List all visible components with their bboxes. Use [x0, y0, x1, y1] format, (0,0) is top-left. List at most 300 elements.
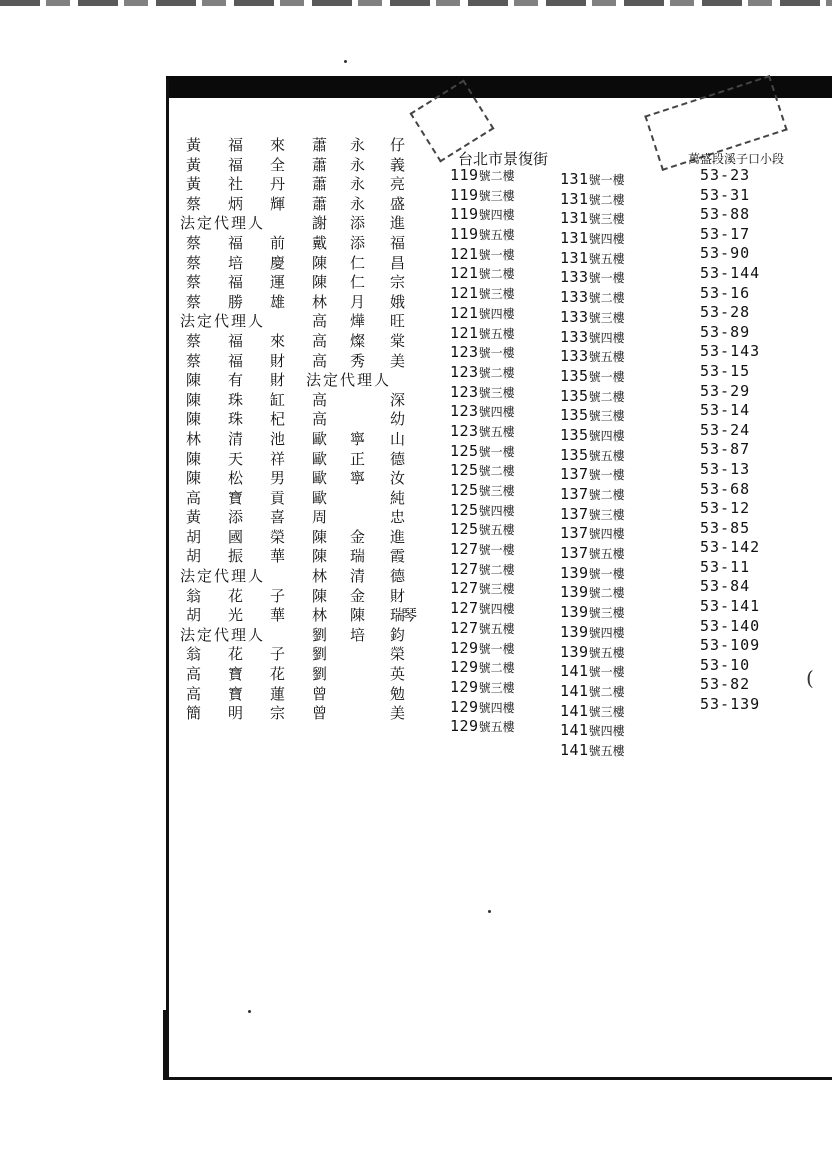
house-number: 127	[450, 559, 479, 578]
address-entry	[450, 402, 570, 422]
house-number: 133	[560, 347, 589, 366]
name-cell: 法定代理人	[180, 312, 266, 331]
floor-label: 號三樓	[478, 484, 515, 498]
name-cell: 貢	[270, 488, 286, 507]
house-number: 139	[560, 583, 589, 602]
name-cell: 永	[350, 175, 366, 194]
house-number: 121	[450, 264, 479, 283]
address-entry	[450, 540, 570, 560]
page-bottom-border	[166, 1077, 832, 1080]
address-entry	[560, 268, 680, 288]
lot-number: 53-143	[700, 342, 761, 361]
name-cell: 寧	[350, 429, 366, 448]
lot-number: 53-85	[700, 518, 751, 537]
address-entry	[560, 603, 680, 623]
name-cell: 花	[228, 645, 244, 664]
name-cell: 戴	[312, 233, 328, 252]
address-entry	[560, 564, 680, 584]
house-number: 139	[560, 622, 589, 641]
lot-number: 53-14	[700, 401, 751, 420]
name-cell: 歐	[312, 449, 328, 468]
lot-number: 53-142	[700, 538, 761, 557]
name-cell: 蕭	[312, 175, 328, 194]
scan-speck	[344, 60, 347, 63]
name-cell: 歐	[312, 469, 328, 488]
floor-label: 號二樓	[478, 169, 515, 183]
address-entry	[450, 264, 570, 284]
floor-label: 號一樓	[478, 543, 515, 558]
address-entry	[560, 328, 680, 348]
name-cell: 陳	[186, 410, 202, 429]
floor-label: 號五樓	[478, 228, 515, 243]
name-cell: 財	[390, 586, 406, 605]
name-cell: 雄	[270, 292, 286, 311]
address-entry	[450, 698, 570, 718]
house-number: 119	[450, 225, 479, 244]
name-cell: 胡	[186, 527, 202, 546]
lot-number: 53-144	[700, 263, 761, 282]
address-entry	[560, 170, 680, 190]
house-number: 129	[450, 697, 479, 716]
name-cell: 胡	[186, 606, 202, 625]
address-entry	[560, 209, 680, 229]
name-cell: 勉	[390, 684, 406, 703]
lot-number: 53-13	[700, 459, 751, 478]
name-cell: 黃	[186, 508, 202, 527]
name-cell: 運	[270, 273, 286, 292]
lot-number: 53-11	[700, 557, 751, 576]
name-cell: 陳	[312, 547, 328, 566]
house-number: 125	[450, 520, 479, 539]
name-cell: 振	[228, 547, 244, 566]
floor-label: 號二樓	[588, 192, 625, 207]
floor-label: 號五樓	[478, 424, 515, 439]
lot-number: 53-139	[700, 695, 761, 714]
name-cell: 喜	[270, 508, 286, 527]
floor-label: 號四樓	[478, 208, 515, 223]
house-number: 127	[450, 579, 479, 598]
name-row	[180, 508, 420, 528]
name-row	[180, 528, 420, 548]
address-entry	[560, 367, 680, 387]
address-entry	[450, 205, 570, 225]
name-row	[180, 704, 420, 724]
name-row	[180, 352, 420, 372]
name-cell: 祥	[270, 449, 286, 468]
lot-number: 53-29	[700, 381, 751, 400]
name-cell: 寶	[228, 665, 244, 684]
name-cell: 金	[350, 586, 366, 605]
name-row	[180, 371, 420, 391]
address-entry	[560, 741, 680, 761]
name-cell: 福	[390, 233, 406, 252]
name-cell: 榮	[390, 645, 406, 664]
name-cell: 劉	[312, 665, 328, 684]
name-cell: 添	[350, 233, 366, 252]
name-cell: 高	[312, 390, 328, 409]
address-entry	[560, 505, 680, 525]
name-cell: 慶	[270, 253, 286, 272]
name-row	[180, 547, 420, 567]
address-entry	[560, 465, 680, 485]
house-number: 121	[450, 303, 479, 322]
owner-names-list	[180, 136, 420, 724]
name-cell: 翁	[186, 586, 202, 605]
name-cell: 仔	[390, 136, 406, 154]
name-cell: 珠	[228, 390, 244, 409]
name-cell: 有	[228, 371, 244, 390]
floor-label: 號三樓	[588, 606, 625, 621]
name-cell: 娥	[390, 292, 406, 311]
name-row	[180, 391, 420, 411]
floor-label: 號一樓	[478, 247, 515, 262]
name-cell: 宗	[390, 273, 406, 292]
name-cell: 純	[390, 488, 406, 507]
name-cell: 金	[350, 527, 366, 546]
floor-label: 號四樓	[588, 232, 625, 247]
name-cell: 劉	[312, 645, 328, 664]
name-cell: 財	[270, 371, 286, 390]
lot-number: 53-82	[700, 675, 751, 694]
floor-label: 號五樓	[588, 743, 625, 758]
floor-label: 號二樓	[478, 267, 515, 282]
floor-label: 號二樓	[588, 684, 625, 699]
name-cell: 昌	[390, 253, 406, 272]
floor-label: 號二樓	[588, 586, 625, 601]
name-cell: 珠	[228, 410, 244, 429]
house-number: 129	[450, 638, 479, 657]
name-cell: 花	[228, 586, 244, 605]
house-number: 135	[560, 425, 589, 444]
house-number: 135	[560, 366, 589, 385]
house-number: 129	[450, 658, 479, 677]
name-cell: 英	[390, 665, 406, 684]
name-cell: 前	[270, 233, 286, 252]
name-row	[180, 450, 420, 470]
name-cell: 福	[228, 136, 244, 154]
address-entry	[450, 678, 570, 698]
house-number: 131	[560, 209, 589, 228]
address-entry	[560, 623, 680, 643]
floor-label: 號一樓	[588, 665, 625, 680]
address-entry	[450, 639, 570, 659]
name-cell: 培	[350, 625, 366, 644]
floor-label: 號一樓	[588, 566, 625, 581]
name-row	[180, 156, 420, 176]
name-cell: 德	[390, 449, 406, 468]
address-entry	[560, 524, 680, 544]
name-cell: 汝	[390, 469, 406, 488]
house-number: 123	[450, 362, 479, 381]
name-cell: 松	[228, 469, 244, 488]
floor-label: 號三樓	[588, 507, 625, 522]
address-entry	[560, 249, 680, 269]
name-cell: 明	[228, 704, 244, 723]
floor-label: 號三樓	[478, 188, 515, 203]
house-number: 137	[560, 544, 589, 563]
name-cell: 德	[390, 567, 406, 586]
floor-label: 號五樓	[588, 547, 625, 562]
floor-label: 號一樓	[588, 173, 625, 187]
lot-number: 53-140	[700, 616, 761, 635]
name-cell: 忠	[390, 508, 406, 527]
name-cell: 黃	[186, 155, 202, 174]
name-cell: 蓮	[270, 684, 286, 703]
name-cell: 永	[350, 136, 366, 154]
lot-number: 53-68	[700, 479, 751, 498]
address-entry	[560, 387, 680, 407]
name-cell: 陳	[312, 586, 328, 605]
address-entry	[560, 485, 680, 505]
floor-label: 號一樓	[478, 444, 515, 459]
address-entry	[450, 442, 570, 462]
house-number: 133	[560, 327, 589, 346]
name-row	[180, 645, 420, 665]
address-entry	[560, 446, 680, 466]
name-cell: 永	[350, 194, 366, 213]
house-number: 141	[560, 721, 589, 740]
lot-number: 53-28	[700, 303, 751, 322]
house-number: 133	[560, 307, 589, 326]
floor-label: 號三樓	[588, 704, 625, 719]
name-row	[180, 489, 420, 509]
name-cell: 陳	[312, 273, 328, 292]
house-number: 121	[450, 323, 479, 342]
name-cell: 陳	[312, 253, 328, 272]
name-cell: 法定代理人	[180, 567, 266, 586]
address-entry	[450, 619, 570, 639]
address-column-1	[450, 166, 570, 737]
name-cell: 蕭	[312, 194, 328, 213]
name-cell: 宗	[270, 704, 286, 723]
name-cell: 義	[390, 155, 406, 174]
floor-label: 號五樓	[478, 326, 515, 341]
address-entry	[450, 501, 570, 521]
name-cell: 華	[270, 547, 286, 566]
house-number: 127	[450, 618, 479, 637]
name-cell: 炳	[228, 194, 244, 213]
house-number: 121	[450, 284, 479, 303]
house-number: 119	[450, 205, 479, 224]
house-number: 123	[450, 402, 479, 421]
name-cell: 曾	[312, 684, 328, 703]
name-cell: 歐	[312, 488, 328, 507]
name-row	[180, 312, 420, 332]
name-cell: 霞	[390, 547, 406, 566]
name-cell: 蔡	[186, 194, 202, 213]
name-cell: 翁	[186, 645, 202, 664]
name-cell: 琴	[402, 606, 418, 625]
page-left-border-lower	[163, 1010, 166, 1080]
name-cell: 林	[186, 429, 202, 448]
address-entry	[560, 643, 680, 663]
floor-label: 號二樓	[478, 464, 515, 479]
address-entry	[560, 702, 680, 722]
name-row	[180, 626, 420, 646]
scan-header-strip	[0, 0, 832, 6]
name-cell: 秀	[350, 351, 366, 370]
name-cell: 法定代理人	[180, 214, 266, 233]
address-entry	[450, 186, 570, 206]
floor-label: 號三樓	[478, 582, 515, 597]
address-entry	[560, 308, 680, 328]
name-cell: 林	[312, 567, 328, 586]
name-cell: 培	[228, 253, 244, 272]
name-cell: 福	[228, 273, 244, 292]
house-number: 141	[560, 740, 589, 759]
address-entry	[450, 461, 570, 481]
name-cell: 法定代理人	[306, 371, 392, 390]
name-cell: 深	[390, 390, 406, 409]
name-cell: 謝	[312, 214, 328, 233]
house-number: 125	[450, 500, 479, 519]
section-header: 萬盛段溪子口小段	[688, 152, 785, 166]
name-cell: 黃	[186, 175, 202, 194]
name-cell: 華	[270, 606, 286, 625]
house-number: 127	[450, 599, 479, 618]
name-cell: 陳	[312, 527, 328, 546]
name-cell: 全	[270, 155, 286, 174]
name-cell: 盛	[390, 194, 406, 213]
name-cell: 瑞	[350, 547, 366, 566]
name-cell: 子	[270, 645, 286, 664]
address-entry	[560, 406, 680, 426]
floor-label: 號五樓	[478, 720, 515, 735]
name-row	[180, 410, 420, 430]
address-entry	[560, 426, 680, 446]
floor-label: 號一樓	[588, 369, 625, 384]
house-number: 137	[560, 485, 589, 503]
house-number: 141	[560, 681, 589, 700]
address-entry	[450, 579, 570, 599]
floor-label: 號一樓	[478, 346, 515, 361]
name-cell: 高	[186, 488, 202, 507]
scan-speck	[488, 910, 491, 913]
name-cell: 月	[350, 292, 366, 311]
floor-label: 號三樓	[588, 212, 625, 227]
address-column-2	[560, 170, 680, 761]
floor-label: 號四樓	[588, 330, 625, 345]
address-entry	[450, 284, 570, 304]
name-cell: 光	[228, 606, 244, 625]
floor-label: 號四樓	[478, 602, 515, 617]
name-cell: 旺	[390, 312, 406, 331]
name-cell: 陳	[186, 469, 202, 488]
address-entry	[450, 658, 570, 678]
floor-label: 號五樓	[478, 621, 515, 636]
address-entry	[450, 304, 570, 324]
house-number: 123	[450, 382, 479, 401]
house-number: 127	[450, 540, 479, 559]
floor-label: 號二樓	[588, 389, 625, 404]
address-entry	[560, 229, 680, 249]
name-cell: 美	[390, 704, 406, 723]
address-entry	[450, 225, 570, 245]
name-cell: 美	[390, 351, 406, 370]
name-cell: 榮	[270, 527, 286, 546]
house-number: 123	[450, 421, 479, 440]
address-entry	[450, 520, 570, 540]
name-row	[180, 332, 420, 352]
lot-number: 53-23	[700, 166, 751, 184]
name-cell: 蔡	[186, 253, 202, 272]
name-row	[180, 234, 420, 254]
name-row	[180, 430, 420, 450]
name-cell: 仁	[350, 273, 366, 292]
house-number: 131	[560, 170, 589, 188]
name-cell: 劉	[312, 625, 328, 644]
name-row	[180, 469, 420, 489]
floor-label: 號五樓	[588, 448, 625, 463]
floor-label: 號五樓	[588, 350, 625, 365]
floor-label: 號三樓	[588, 310, 625, 325]
address-entry	[450, 245, 570, 265]
house-number: 131	[560, 229, 589, 248]
name-cell: 蔡	[186, 292, 202, 311]
lot-number: 53-24	[700, 420, 751, 439]
house-number: 125	[450, 481, 479, 499]
name-cell: 池	[270, 429, 286, 448]
name-cell: 國	[228, 527, 244, 546]
address-entry	[560, 347, 680, 367]
name-cell: 輝	[270, 194, 286, 213]
name-cell: 福	[228, 233, 244, 252]
house-number: 121	[450, 244, 479, 263]
name-cell: 高	[312, 351, 328, 370]
address-entry	[560, 544, 680, 564]
lot-number: 53-89	[700, 322, 751, 341]
margin-mark: (	[806, 666, 814, 690]
name-cell: 財	[270, 351, 286, 370]
house-number: 135	[560, 445, 589, 464]
floor-label: 號二樓	[588, 488, 625, 502]
house-number: 119	[450, 185, 479, 204]
floor-label: 號五樓	[588, 251, 625, 266]
name-cell: 高	[186, 684, 202, 703]
floor-label: 號四樓	[588, 428, 625, 443]
address-entry	[450, 166, 570, 186]
lot-number: 53-141	[700, 597, 761, 616]
name-cell: 蕭	[312, 155, 328, 174]
name-row	[180, 175, 420, 195]
name-cell: 陳	[186, 449, 202, 468]
lot-number: 53-15	[700, 361, 751, 380]
floor-label: 號三樓	[478, 385, 515, 400]
name-cell: 永	[350, 155, 366, 174]
floor-label: 號一樓	[588, 271, 625, 286]
name-cell: 蔡	[186, 233, 202, 252]
name-cell: 鈞	[390, 625, 406, 644]
name-row	[180, 293, 420, 313]
lot-number: 53-90	[700, 244, 751, 263]
address-entry	[560, 190, 680, 210]
name-cell: 來	[270, 331, 286, 350]
name-cell: 胡	[186, 547, 202, 566]
floor-label: 號二樓	[588, 291, 625, 306]
house-number: 139	[560, 642, 589, 661]
address-entry	[560, 288, 680, 308]
name-cell: 山	[390, 429, 406, 448]
lot-number-column	[700, 166, 810, 715]
house-number: 139	[560, 563, 589, 582]
name-cell: 蔡	[186, 331, 202, 350]
name-row	[180, 195, 420, 215]
name-cell: 進	[390, 527, 406, 546]
address-entry	[450, 363, 570, 383]
lot-number: 53-31	[700, 185, 751, 204]
house-number: 137	[560, 465, 589, 484]
name-cell: 陳	[186, 390, 202, 409]
